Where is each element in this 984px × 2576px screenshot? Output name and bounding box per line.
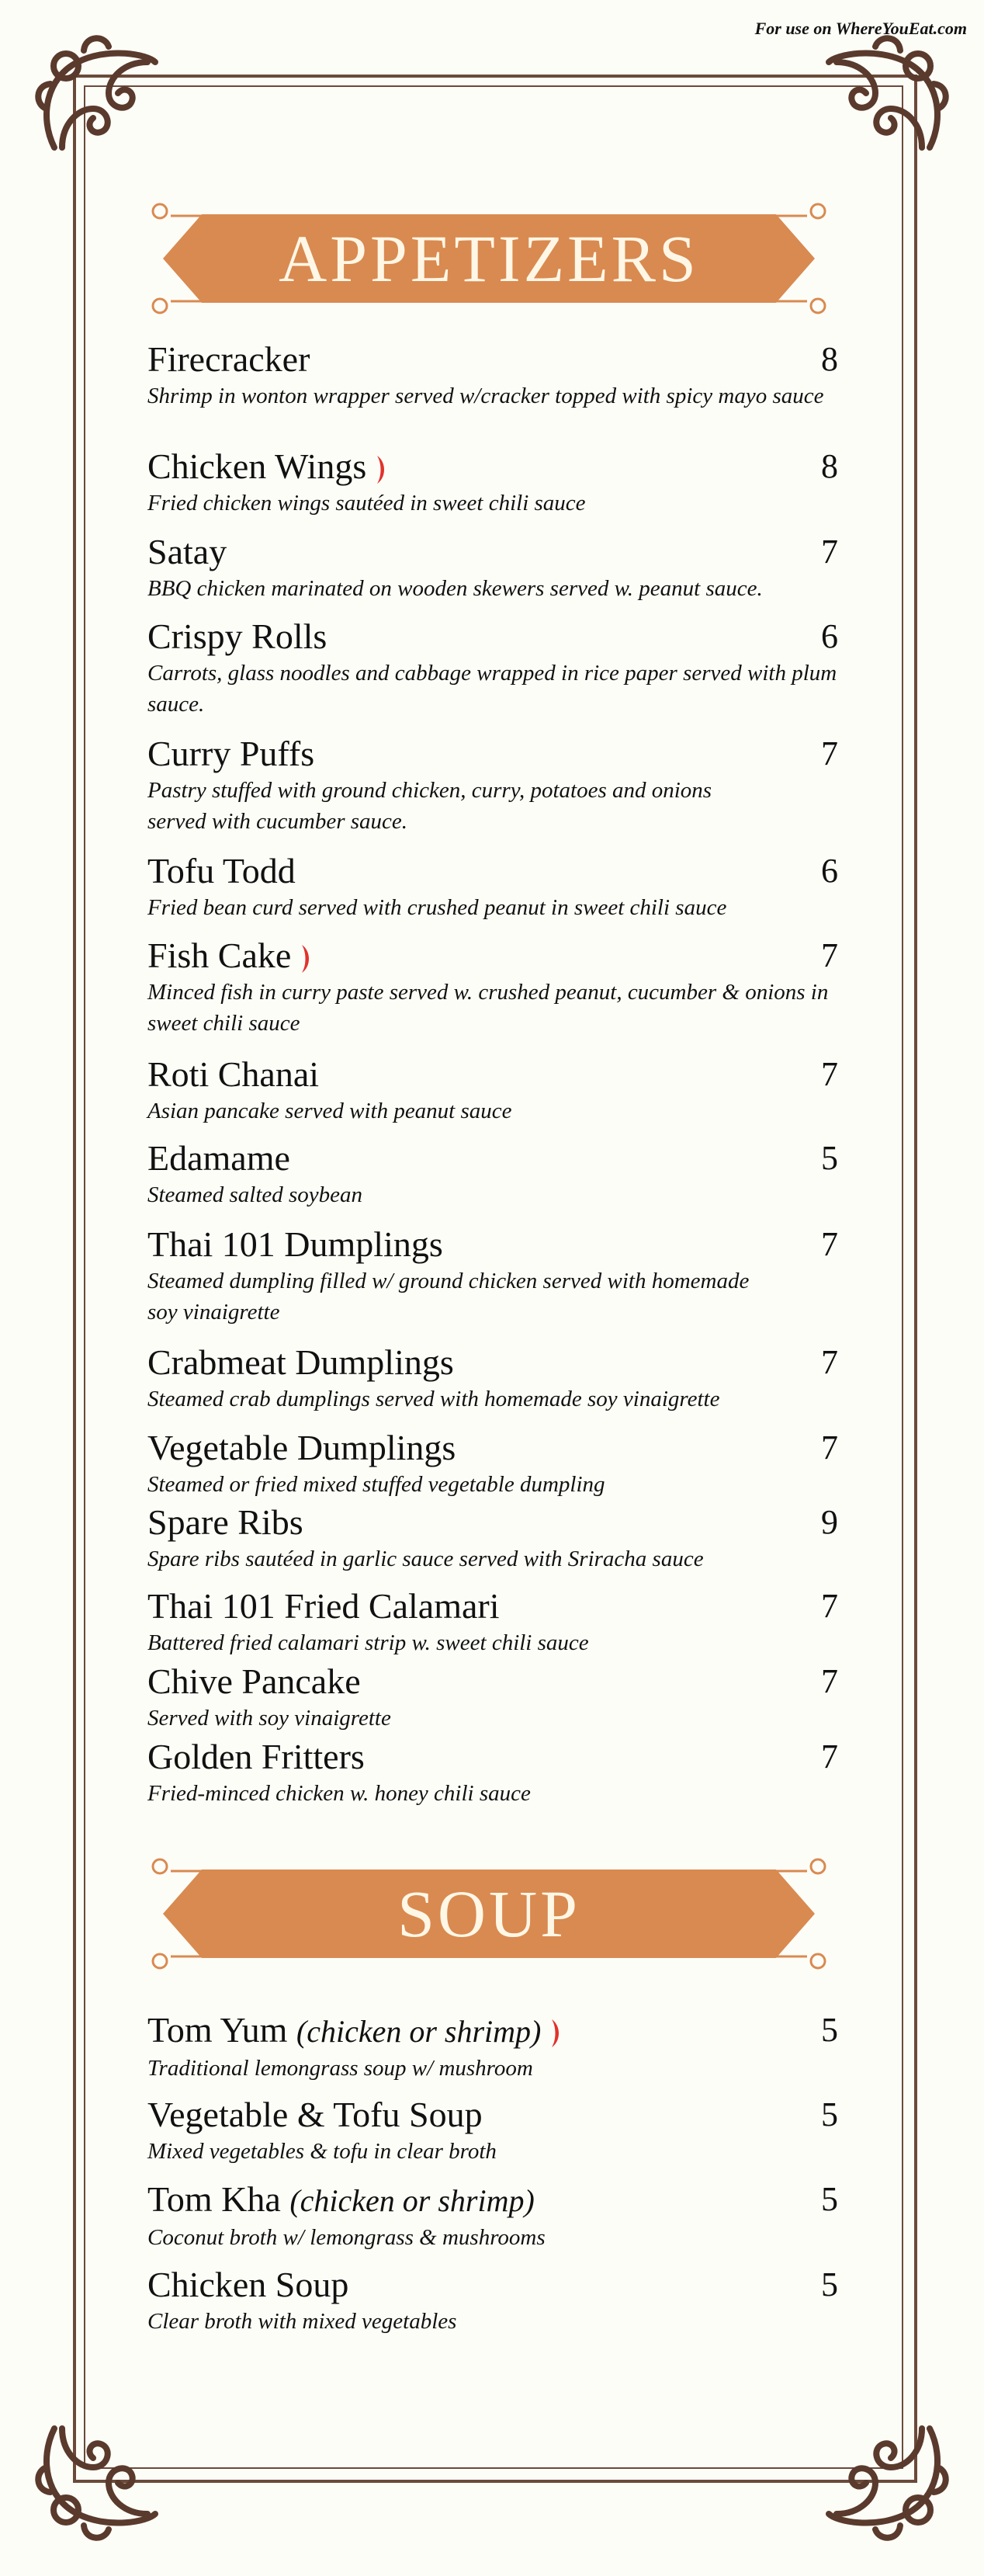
- item-name: Thai 101 Fried Calamari: [147, 1586, 500, 1626]
- item-price: 7: [821, 1343, 838, 1381]
- menu-item: [147, 531, 861, 604]
- item-price: 8: [821, 447, 838, 485]
- item-price: 5: [821, 2011, 838, 2049]
- item-description: Coconut broth w/ lemongrass & mushrooms: [147, 2225, 546, 2250]
- corner-ornament-icon: [31, 2397, 178, 2545]
- menu-item: [147, 446, 861, 519]
- item-price: 5: [821, 2265, 838, 2303]
- item-description: Served with soy vinaigrette: [147, 1706, 391, 1731]
- item-price: 7: [821, 936, 838, 974]
- section-title: SOUP: [397, 1876, 580, 1951]
- item-price: 7: [821, 1429, 838, 1467]
- watermark: For use on WhereYouEat.com: [754, 19, 967, 38]
- item-name: Chive Pancake: [147, 1661, 361, 1701]
- item-description: Mixed vegetables & tofu in clear broth: [147, 2139, 497, 2164]
- menu-item: [147, 1736, 861, 1809]
- menu-item: [147, 1137, 861, 1210]
- item-name: [147, 446, 861, 488]
- item-name: [147, 2178, 861, 2222]
- item-name: Chicken Soup: [147, 2265, 349, 2304]
- item-name: Vegetable & Tofu Soup: [147, 2095, 483, 2134]
- corner-ornament-icon: [31, 31, 178, 179]
- item-description: Shrimp in wonton wrapper served w/cracker topped with spicy mayo sauce: [147, 384, 824, 408]
- item-name: Golden Fritters: [147, 1737, 365, 1776]
- item-description: Clear broth with mixed vegetables: [147, 2309, 457, 2334]
- item-price: 7: [821, 1587, 838, 1625]
- item-description: Steamed dumpling filled w/ ground chicken served with homemade soy vinaigrette: [147, 1269, 750, 1324]
- section-banner-soup: [140, 1856, 838, 1972]
- item-description: Steamed salted soybean: [147, 1182, 363, 1207]
- menu-item: [147, 1054, 861, 1127]
- section-title: APPETIZERS: [279, 221, 699, 296]
- item-price: 7: [821, 1738, 838, 1776]
- menu-item: [147, 733, 861, 837]
- menu-item: [147, 1661, 861, 1734]
- item-name: [147, 2009, 861, 2053]
- item-description: Fried chicken wings sautéed in sweet chili sauce: [147, 491, 586, 516]
- item-name: Firecracker: [147, 339, 310, 379]
- item-name: Edamame: [147, 1138, 290, 1178]
- menu-item: [147, 2094, 861, 2167]
- menu-item: [147, 2009, 861, 2084]
- item-description: Fried-minced chicken w. honey chili sauce: [147, 1781, 531, 1806]
- corner-ornament-icon: [806, 31, 953, 179]
- menu-item: [147, 2264, 861, 2337]
- menu-item: [147, 1427, 861, 1500]
- item-description: Traditional lemongrass soup w/ mushroom: [147, 2056, 533, 2081]
- item-price: 6: [821, 852, 838, 890]
- chili-pepper-icon: [374, 454, 388, 485]
- menu-item: [147, 616, 861, 720]
- item-price: 6: [821, 617, 838, 655]
- menu-item: [147, 1585, 861, 1658]
- item-price: 9: [821, 1503, 838, 1541]
- item-price: 7: [821, 734, 838, 772]
- item-price: 7: [821, 1225, 838, 1263]
- item-name: Thai 101 Dumplings: [147, 1224, 443, 1264]
- item-name-text: Chicken Wings: [147, 446, 367, 486]
- chili-pepper-icon: [549, 2018, 563, 2049]
- item-price: 5: [821, 1139, 838, 1177]
- item-name: Satay: [147, 532, 227, 571]
- corner-ornament-icon: [806, 2397, 953, 2545]
- menu-item: [147, 1224, 861, 1328]
- item-description: Fried bean curd served with crushed peanut in sweet chili sauce: [147, 895, 727, 920]
- item-name: [147, 935, 861, 977]
- item-price: 7: [821, 1662, 838, 1700]
- item-description: BBQ chicken marinated on wooden skewers served w. peanut sauce.: [147, 576, 763, 601]
- menu-item: [147, 935, 861, 1039]
- section-banner-appetizers: [140, 200, 838, 317]
- menu-item: [147, 2178, 861, 2253]
- item-description: Spare ribs sautéed in garlic sauce served with Sriracha sauce: [147, 1547, 704, 1571]
- menu-item: [147, 1502, 861, 1574]
- item-description: Battered fried calamari strip w. sweet chili sauce: [147, 1630, 589, 1655]
- item-price: 5: [821, 2180, 838, 2218]
- item-price: 8: [821, 340, 838, 378]
- item-name: Crispy Rolls: [147, 616, 327, 656]
- chili-pepper-icon: [299, 943, 313, 974]
- item-description: Steamed crab dumplings served with homemade soy vinaigrette: [147, 1387, 720, 1411]
- menu-item: [147, 338, 861, 411]
- item-price: 7: [821, 533, 838, 571]
- item-name-text: Tom Kha: [147, 2179, 281, 2219]
- item-description: Steamed or fried mixed stuffed vegetable dumpling: [147, 1472, 605, 1497]
- item-description: Asian pancake served with peanut sauce: [147, 1099, 512, 1123]
- item-name: Crabmeat Dumplings: [147, 1342, 454, 1382]
- item-description: Pastry stuffed with ground chicken, curry, potatoes and onions served with cucumber sauce.: [147, 778, 712, 834]
- item-name: Vegetable Dumplings: [147, 1428, 456, 1467]
- item-description: Carrots, glass noodles and cabbage wrapped in rice paper served with plum sauce.: [147, 661, 837, 717]
- item-price: 5: [821, 2095, 838, 2133]
- item-price: 7: [821, 1055, 838, 1093]
- menu-item: [147, 850, 861, 923]
- item-name: Tofu Todd: [147, 851, 296, 890]
- item-note: (chicken or shrimp): [296, 2014, 542, 2049]
- item-name: Roti Chanai: [147, 1054, 320, 1094]
- menu-item: [147, 1342, 861, 1415]
- item-name-text: Fish Cake: [147, 936, 292, 975]
- item-name-text: Tom Yum: [147, 2010, 288, 2050]
- item-name: Spare Ribs: [147, 1502, 303, 1542]
- item-name: Curry Puffs: [147, 734, 315, 773]
- item-description: Minced fish in curry paste served w. crushed peanut, cucumber & onions in sweet chili sauce: [147, 980, 829, 1036]
- item-note: (chicken or shrimp): [289, 2183, 535, 2218]
